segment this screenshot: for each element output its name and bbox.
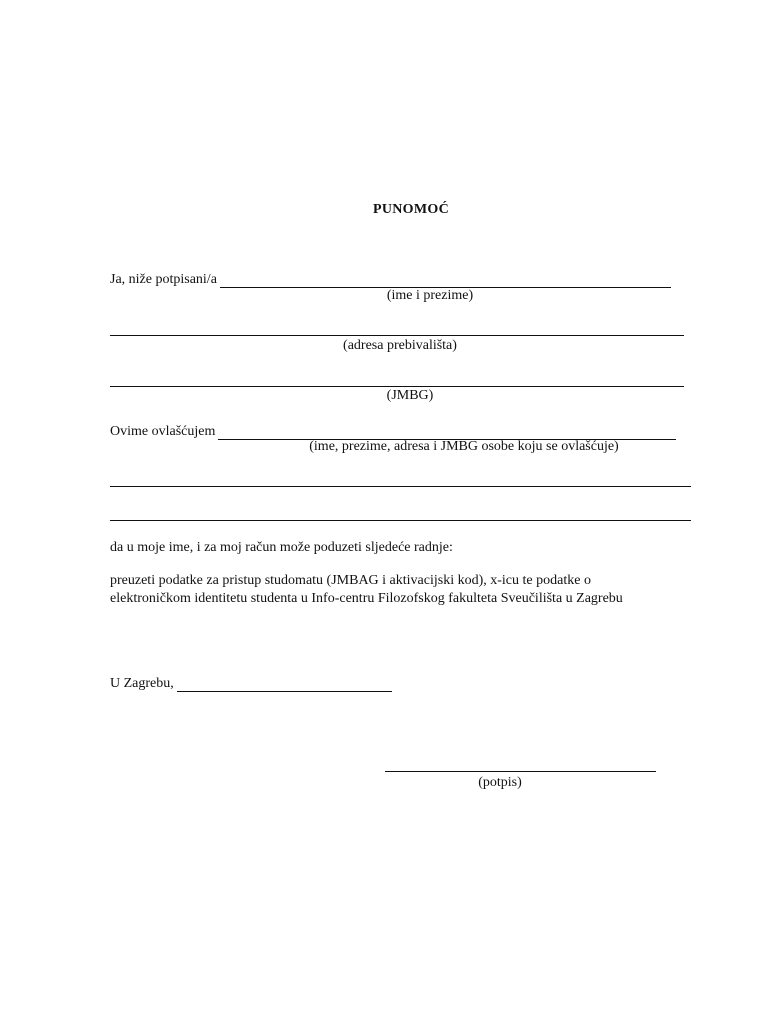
blank-line-1 xyxy=(110,486,691,487)
action-text: preuzeti podatke za pristup studomatu (JMBAG i aktivacijski kod), x-icu te podatke o elektroničkom identitetu studenta u Info-centru Filozofskog fakulteta Sveučilišta u Zagrebu xyxy=(110,573,623,606)
place-row xyxy=(110,674,392,692)
jmbg-caption: (JMBG) xyxy=(386,388,434,403)
name-caption: (ime i prezime) xyxy=(386,288,474,303)
blank-line-2 xyxy=(110,520,691,521)
authorize-caption: (ime, prezime, adresa i JMBG osobe koju se ovlašćuje) xyxy=(309,439,619,454)
address-caption: (adresa prebivališta) xyxy=(343,338,457,353)
intro-text: da u moje ime, i za moj račun može poduzeti sljedeće radnje: xyxy=(110,540,453,555)
place-label: U Zagrebu, xyxy=(110,676,174,691)
jmbg-field-line xyxy=(110,386,684,387)
authorize-row xyxy=(110,422,676,440)
name-row xyxy=(110,270,671,288)
signature-field-line xyxy=(385,771,656,772)
authorize-label: Ovime ovlašćujem xyxy=(110,424,216,439)
date-field-line xyxy=(177,679,392,692)
address-field-line xyxy=(110,335,684,336)
document-title: PUNOMOĆ xyxy=(373,202,449,217)
signature-caption: (potpis) xyxy=(478,775,522,790)
name-field-line xyxy=(220,275,671,288)
name-label: Ja, niže potpisani/a xyxy=(110,272,217,287)
